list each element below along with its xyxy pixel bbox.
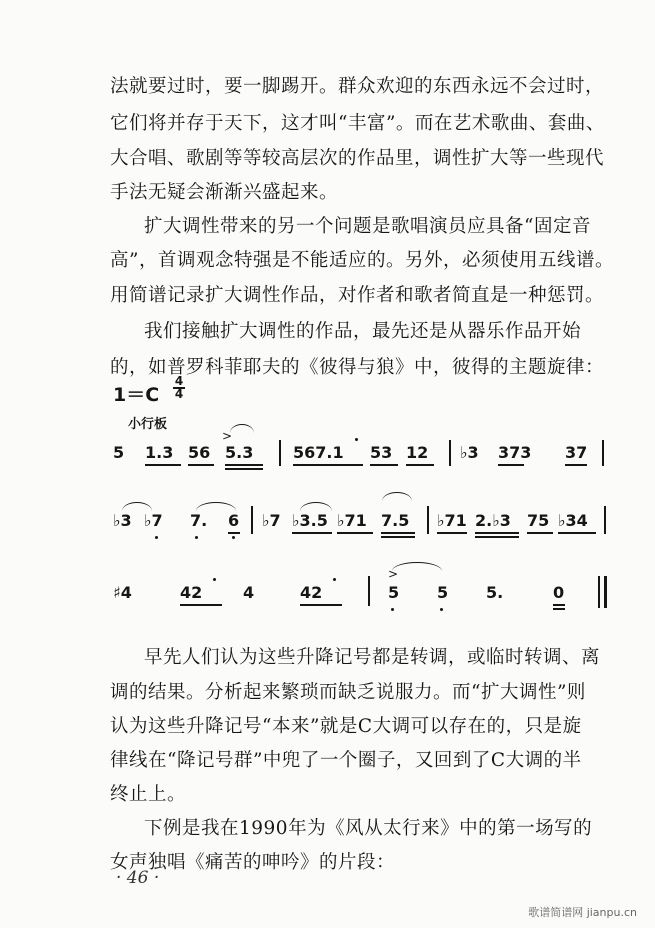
beam — [498, 464, 524, 466]
beam — [225, 464, 263, 466]
beam — [292, 532, 332, 534]
note-group: ♭34 — [558, 511, 588, 530]
beam — [553, 604, 565, 606]
key-signature: 1＝C — [113, 384, 160, 406]
bar-line — [602, 440, 604, 466]
watermark: 歌谱简谱网 jianpu.cn — [528, 906, 637, 919]
beam — [406, 464, 434, 466]
accent-mark: > — [222, 429, 233, 443]
note-group: 2.♭3 — [475, 511, 511, 530]
note-group: 7. — [190, 511, 208, 530]
text-line: 律线在“降记号群”中兜了一个圈子，又回到了C大调的半 — [110, 750, 582, 771]
slur — [122, 502, 152, 511]
note-group: 4 — [243, 583, 255, 602]
low-dot — [195, 536, 198, 539]
beam — [553, 608, 565, 610]
slur — [382, 492, 412, 501]
text-line: 调的结果。分析起来繁琐而缺乏说服力。而“扩大调性”则 — [110, 682, 586, 703]
page-number: · 46 · — [116, 868, 160, 888]
high-dot — [333, 578, 336, 581]
text-line: 扩大调性带来的另一个问题是歌唱演员应具备“固定音 — [144, 216, 591, 237]
final-bar-thin — [598, 576, 600, 608]
beam — [475, 532, 519, 534]
text-line: 我们接触扩大调性的作品，最先还是从器乐作品开始 — [144, 321, 582, 342]
note-group: ♭3 — [460, 443, 479, 462]
bar-line — [427, 506, 429, 534]
beam — [225, 468, 263, 470]
note-group: 5 — [388, 583, 400, 602]
tempo-marking: 小行板 — [128, 417, 168, 432]
beam — [300, 604, 342, 606]
beam — [228, 532, 240, 534]
beam — [437, 532, 467, 534]
high-dot — [213, 578, 216, 581]
note-group: ♯4 — [113, 583, 132, 602]
bar-line — [449, 440, 451, 466]
time-top: 4 — [174, 374, 184, 388]
text-line: 终止上。 — [110, 784, 187, 805]
low-dot — [232, 536, 235, 539]
note-group: ♭7 — [262, 511, 281, 530]
low-dot — [440, 608, 443, 611]
time-signature — [172, 376, 186, 400]
beam — [337, 532, 373, 534]
note-group: 6 — [228, 511, 240, 530]
beam — [381, 536, 415, 538]
slur — [230, 424, 254, 433]
text-line: 认为这些升降记号“本来”就是C大调可以存在的，只是旋 — [110, 716, 582, 737]
note-group: 5 — [113, 443, 125, 462]
beam — [370, 464, 398, 466]
beam — [558, 532, 596, 534]
low-dot — [391, 608, 394, 611]
slur — [392, 562, 442, 571]
note-group: ♭3 — [113, 511, 132, 530]
note-group: 5. — [486, 583, 504, 602]
note-group: 5.3 — [225, 443, 254, 462]
final-bar-thick — [604, 576, 607, 608]
beam — [188, 464, 214, 466]
note-group: 56 — [188, 443, 211, 462]
note-group: 0 — [553, 583, 565, 602]
beam — [565, 464, 587, 466]
text-line: 高”，首调观念特强是不能适应的。另外，必须使用五线谱。 — [110, 250, 614, 271]
bar-line — [368, 576, 370, 606]
note-group: ♭71 — [337, 511, 367, 530]
note-group: 75 — [527, 511, 550, 530]
slur — [300, 502, 332, 511]
slur — [196, 502, 236, 511]
text-line: 它们将并存于天下，这才叫“丰富”。而在艺术歌曲、套曲、 — [110, 113, 605, 134]
beam — [180, 604, 222, 606]
text-line: 的，如普罗科菲耶夫的《彼得与狼》中，彼得的主题旋律： — [110, 357, 605, 378]
note-group: 12 — [406, 443, 429, 462]
note-group: 42 — [300, 583, 323, 602]
note-group: 5 — [437, 583, 449, 602]
text-line: 早先人们认为这些升降记号都是转调，或临时转调、离 — [144, 647, 601, 668]
note-group: 42 — [180, 583, 203, 602]
bar-line — [279, 440, 281, 466]
time-bottom: 4 — [174, 386, 184, 401]
note-group: ♭71 — [437, 511, 467, 530]
note-group: 53 — [370, 443, 393, 462]
accent-mark: > — [388, 567, 399, 581]
text-line: 大合唱、歌剧等等较高层次的作品里，调性扩大等一些现代 — [110, 148, 605, 169]
note-group: ♭7 — [144, 511, 163, 530]
text-line: 下例是我在1990年为《风从太行来》中的第一场写的 — [144, 818, 593, 839]
note-group: 37 — [565, 443, 588, 462]
beam — [381, 532, 415, 534]
high-dot — [355, 438, 358, 441]
beam — [293, 464, 363, 466]
low-dot — [155, 536, 158, 539]
note-group: 7.5 — [381, 511, 410, 530]
note-group: 373 — [498, 443, 532, 462]
text-line: 女声独唱《痛苦的呻吟》的片段： — [110, 852, 396, 873]
beam — [145, 464, 181, 466]
note-group: ♭3.5 — [292, 511, 328, 530]
text-line: 手法无疑会渐渐兴盛起来。 — [110, 182, 339, 203]
text-line: 用简谱记录扩大调性作品，对作者和歌者简直是一种惩罚。 — [110, 285, 605, 306]
note-group: 567.1 — [293, 443, 344, 462]
beam — [527, 532, 553, 534]
bar-line — [251, 506, 253, 534]
text-line: 法就要过时，要一脚踢开。群众欢迎的东西永远不会过时， — [110, 76, 605, 97]
bar-line — [604, 506, 606, 534]
note-group: 1.3 — [145, 443, 174, 462]
beam — [475, 536, 519, 538]
